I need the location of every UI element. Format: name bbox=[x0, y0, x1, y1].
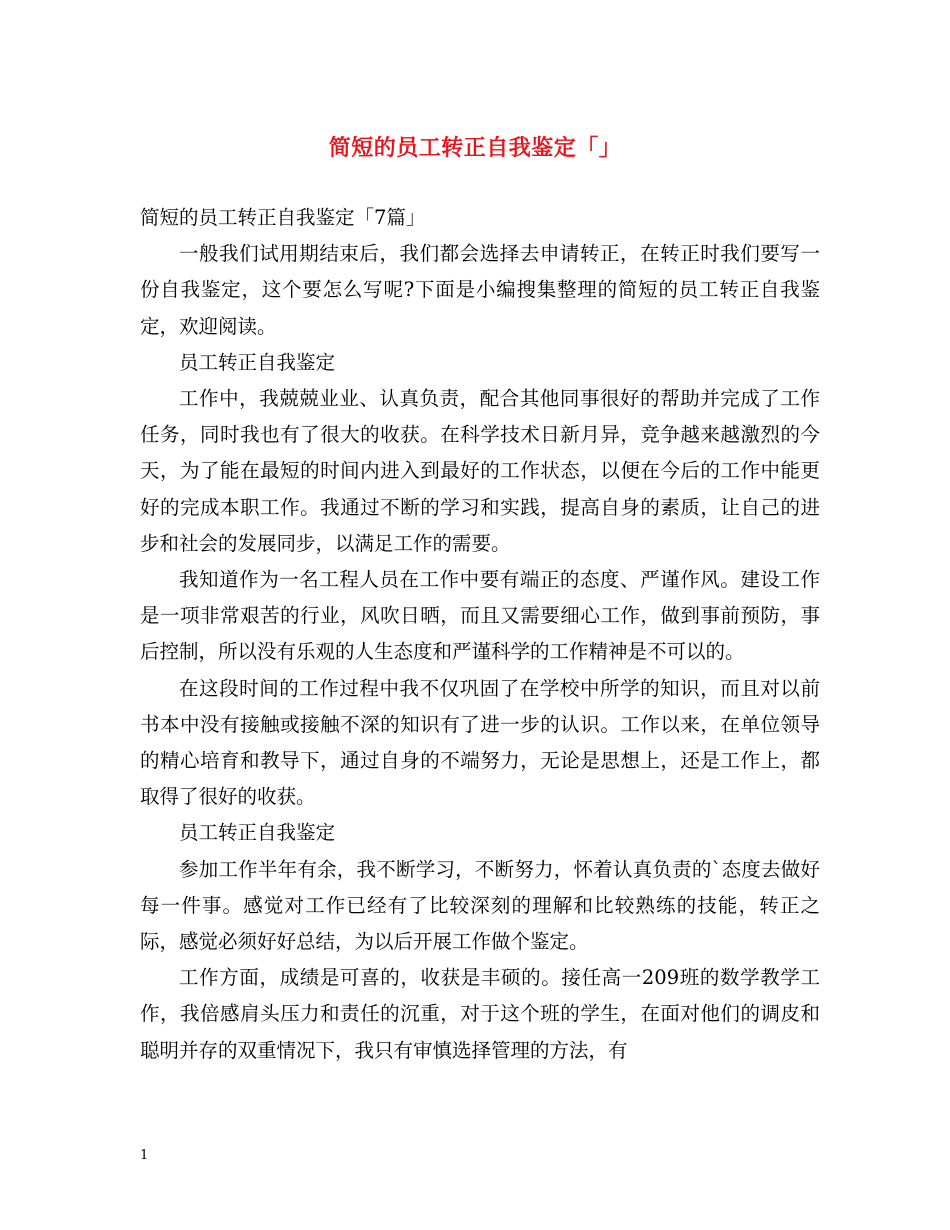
body-paragraph: 简短的员工转正自我鉴定「7篇」 bbox=[140, 206, 426, 229]
body-paragraph: 员工转正自我鉴定 bbox=[179, 350, 336, 374]
page-number: 1 bbox=[140, 1148, 149, 1163]
body-paragraph: 工作方面，成绩是可喜的，收获是丰硕的。接任高一209班的数学教学工作，我倍感肩头压力和责任的沉重，对于这个班的学生，在面对他们的调皮和聪明并存的双重情况下，我只有审慎选择管理的方法，有 bbox=[140, 966, 820, 1062]
body-paragraph: 员工转正自我鉴定 bbox=[179, 821, 336, 845]
body-paragraph: 参加工作半年有余，我不断学习，不断努力，怀着认真负责的`态度去做好每一件事。感觉对工作已经有了比较深刻的理解和比较熟练的技能，转正之际，感觉必须好好总结，为以后开展工作做个鉴定。 bbox=[140, 857, 820, 954]
body-paragraph: 在这段时间的工作过程中我不仅巩固了在学校中所学的知识，而且对以前书本中没有接触或接触不深的知识有了进一步的认识。工作以来，在单位领导的精心培育和教导下，通过自身的不端努力，无论是思想上，还是工作上，都取得了很好的收获。 bbox=[140, 676, 820, 809]
body-paragraph: 一般我们试用期结束后，我们都会选择去申请转正，在转正时我们要写一份自我鉴定，这个要怎么写呢?下面是小编搜集整理的简短的员工转正自我鉴定，欢迎阅读。 bbox=[140, 242, 820, 338]
body-paragraph: 我知道作为一名工程人员在工作中要有端正的态度、严谨作风。建设工作是一项非常艰苦的行业，风吹日晒，而且又需要细心工作，做到事前预防，事后控制，所以没有乐观的人生态度和严谨科学的工作精神是不可以的。 bbox=[140, 568, 820, 664]
document-body bbox=[140, 200, 820, 1069]
document-title: 简短的员工转正自我鉴定「」 bbox=[328, 135, 622, 161]
body-paragraph: 工作中，我兢兢业业、认真负责，配合其他同事很好的帮助并完成了工作任务，同时我也有了很大的收获。在科学技术日新月异，竞争越来越激烈的今天，为了能在最短的时间内进入到最好的工作状态，以便在今后的工作中能更好的完成本职工作。我通过不断的学习和实践，提高自身的素质，让自己的进步和社会的发展同步，以满足工作的需要。 bbox=[140, 387, 820, 555]
